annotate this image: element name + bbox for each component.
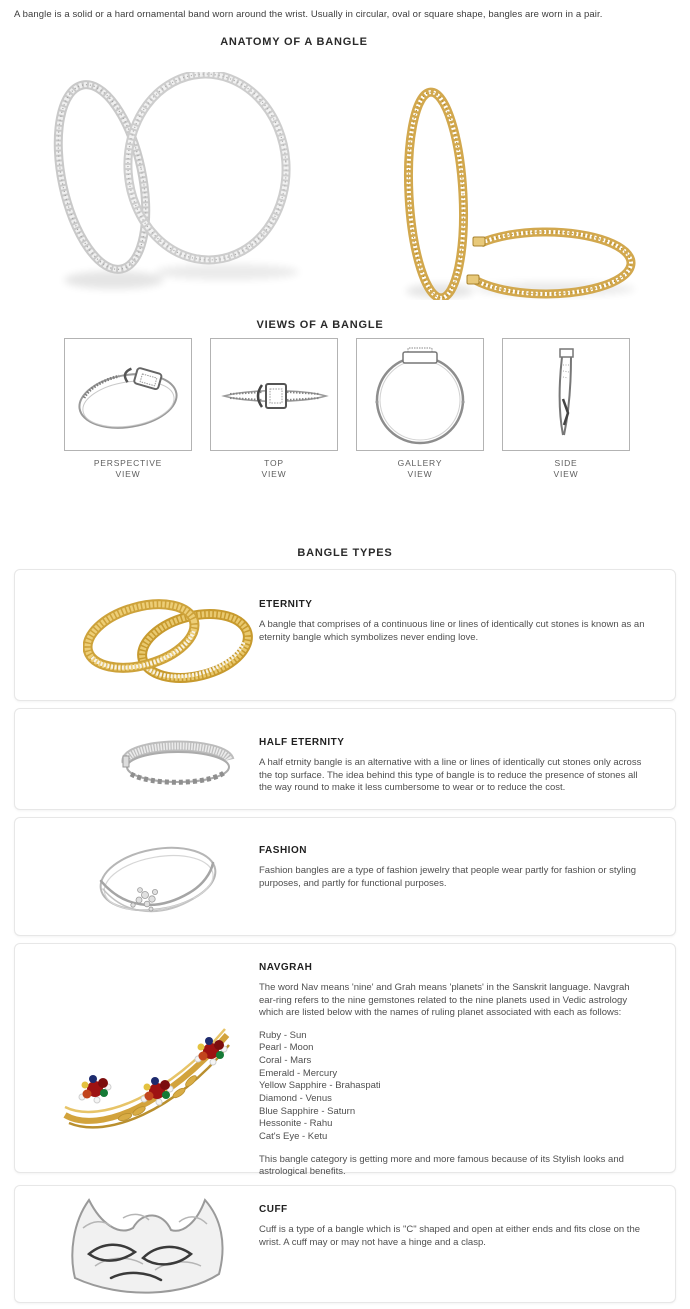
top-view-box <box>210 338 338 451</box>
top-view-label <box>210 458 338 479</box>
eternity-bangles-illustration <box>83 586 253 696</box>
side-view-box <box>502 338 630 451</box>
view-label-bottom: VIEW <box>407 468 433 479</box>
fashion-bangle-illustration <box>93 829 223 933</box>
card-text <box>259 818 675 890</box>
gold-navgrah-bangle-image <box>59 1019 233 1148</box>
anatomy-heading: ANATOMY OF A BANGLE <box>220 36 368 48</box>
views-row <box>64 338 630 479</box>
card-title: CUFF <box>259 1204 288 1215</box>
card-text <box>259 709 675 795</box>
navgrah-bangle-illustration <box>59 1019 233 1143</box>
card-text <box>259 1186 675 1249</box>
view-label-bottom: VIEW <box>115 468 141 479</box>
half-eternity-bangle-illustration <box>121 734 236 796</box>
card-text <box>259 944 675 1179</box>
gold-bangles-illustration <box>385 75 645 300</box>
gem-item: Emerald - Mercury <box>259 1067 338 1079</box>
card-title: ETERNITY <box>259 599 313 610</box>
card-body: A bangle that comprises of a continuous line or lines of identically cut stones is known as an eternity bangle which symbolizes never ending love. <box>259 619 645 643</box>
side-view-label <box>502 458 630 479</box>
view-label-top: TOP <box>264 458 284 468</box>
view-cell-gallery <box>356 338 484 479</box>
bangle-type-card-navgrah <box>14 943 676 1178</box>
bangle-type-card-eternity <box>14 569 676 701</box>
silver-fashion-bangle-image <box>93 829 223 938</box>
gem-item: Diamond - Venus <box>259 1093 332 1105</box>
bangle-top-view-icon <box>211 339 337 450</box>
bangle-gallery-view-icon <box>357 339 483 450</box>
intro-text: A bangle is a solid or a hard ornamental band worn around the wrist. Usually in circular, oval or square shape, bangles are worn in a pair. <box>14 9 603 20</box>
gem-item: Coral - Mars <box>259 1054 312 1066</box>
gem-item: Yellow Sapphire - Brahaspati <box>259 1080 381 1092</box>
card-text <box>259 570 675 644</box>
views-heading: VIEWS OF A BANGLE <box>256 319 384 331</box>
gold-eternity-bangles-image <box>83 586 253 701</box>
bangle-side-view-icon <box>503 339 629 450</box>
view-cell-perspective <box>64 338 192 479</box>
gem-item: Hessonite - Rahu <box>259 1118 333 1130</box>
view-label-top: GALLERY <box>397 458 443 468</box>
view-cell-top <box>210 338 338 479</box>
gem-item: Pearl - Moon <box>259 1042 314 1054</box>
view-label-bottom: VIEW <box>261 468 287 479</box>
gallery-view-box <box>356 338 484 451</box>
silver-half-eternity-bangle-image <box>121 734 236 801</box>
view-label-bottom: VIEW <box>553 468 579 479</box>
view-label-top: SIDE <box>554 458 578 468</box>
gem-item: Blue Sapphire - Saturn <box>259 1105 356 1117</box>
bangle-type-card-fashion <box>14 817 676 936</box>
gem-list <box>259 1030 649 1144</box>
card-body: The word Nav means 'nine' and Grah means 'planets' in the Sanskrit language. Navgrah ear-ring refers to the nine gemstones related to the nine planets used in Vedic astrology which are listed below with the names of ruling planet associated with each as follows: <box>259 982 630 1018</box>
card-body-2: This bangle category is getting more and more famous because of its Stylish looks and astrological benefits. <box>259 1153 624 1178</box>
gem-item: Cat's Eye - Ketu <box>259 1131 328 1143</box>
gold-pearl-bangles-image <box>385 75 645 305</box>
bangle-type-card-half-eternity <box>14 708 676 810</box>
perspective-view-box <box>64 338 192 451</box>
silver-bangles-illustration <box>52 72 338 305</box>
card-title: HALF ETERNITY <box>259 737 345 748</box>
card-title: NAVGRAH <box>259 962 313 973</box>
card-body: Fashion bangles are a type of fashion jewelry that people wear partly for fashion or styling purposes, and partly for functional purposes. <box>259 865 637 889</box>
card-body: Cuff is a type of a bangle which is "C" shaped and open at either ends and fits close on the wrist. A cuff may or may not have a hinge and a clasp. <box>259 1224 641 1248</box>
bangle-perspective-view-icon <box>65 339 191 450</box>
view-cell-side <box>502 338 630 479</box>
card-title: FASHION <box>259 845 307 856</box>
cuff-bangle-illustration <box>59 1192 234 1300</box>
gallery-view-label <box>356 458 484 479</box>
bangle-type-card-cuff <box>14 1185 676 1303</box>
silver-diamond-bangles-image <box>52 72 338 310</box>
card-body: A half etrnity bangle is an alternative with a line or lines of identically cut stones only across the top surface. The idea behind this type of bangle is to reduce the presence of stones all the way round to make it less cumbersome to wear or to reduce the cost. <box>259 757 642 793</box>
view-label-top: PERSPECTIVE <box>93 458 163 468</box>
gem-item: Ruby - Sun <box>259 1029 307 1041</box>
bangle-types-list <box>14 569 676 1309</box>
perspective-view-label <box>64 458 192 479</box>
types-heading: BANGLE TYPES <box>297 547 393 559</box>
silver-cuff-bangle-image <box>59 1192 234 1305</box>
